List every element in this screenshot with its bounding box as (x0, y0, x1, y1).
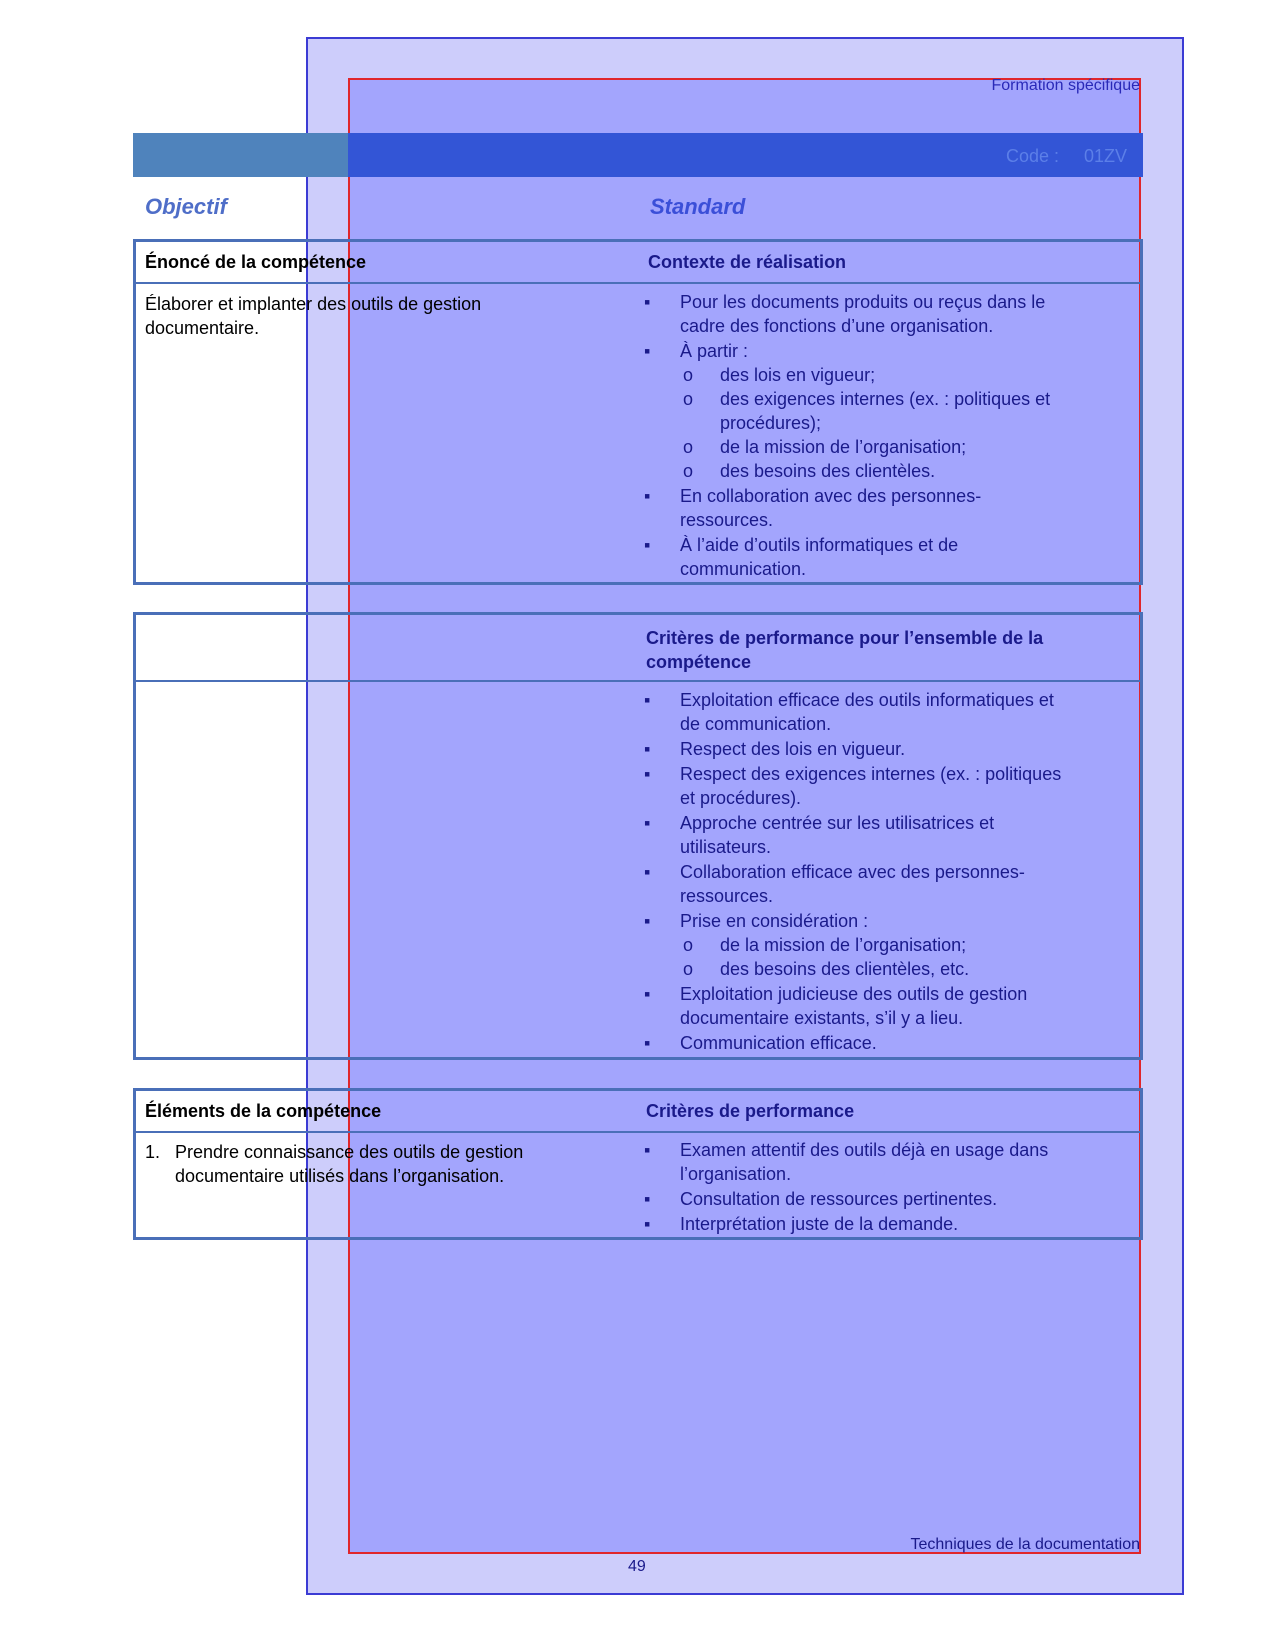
running-header: Formation spécifique (991, 77, 1140, 94)
criteria-subitem: o de la mission de l’organisation; (680, 933, 1124, 957)
criteria-item (644, 688, 1124, 736)
element-text (175, 1140, 523, 1188)
statement-line: Élaborer et implanter des outils de gestion (145, 294, 482, 314)
context-item (644, 533, 1114, 581)
contexte-header: Contexte de réalisation (648, 252, 847, 272)
item-line: ▪ Consultation de ressources pertinentes. (680, 1189, 998, 1209)
item-line: ▪ Prise en considération : (680, 911, 869, 931)
element-line: Prendre connaissance des outils de gestion (175, 1142, 524, 1162)
item-line: et procédures). (680, 788, 802, 808)
item-line: o de la mission de l’organisation; (720, 437, 967, 457)
item-line: documentaire existants, s’il y a lieu. (680, 1008, 964, 1028)
context-subitem (680, 363, 1114, 387)
footer-program-title: Techniques de la documentation (910, 1536, 1140, 1553)
context-subitem (680, 459, 1114, 483)
element-line: documentaire utilisés dans l’organisation. (175, 1166, 505, 1186)
criteria-item (644, 982, 1124, 1030)
item-line: de communication. (680, 714, 832, 734)
header-line: compétence (646, 652, 752, 672)
competence-statement (145, 292, 481, 340)
code-label: Code : (1006, 146, 1060, 166)
item-line: ▪ En collaboration avec des personnes- (680, 486, 982, 506)
item-line: ▪ Interprétation juste de la demande. (680, 1214, 959, 1234)
item-line: ressources. (680, 510, 774, 530)
item-line: ▪ Exploitation judicieuse des outils de gestion (680, 984, 1028, 1004)
item-line: ▪ Approche centrée sur les utilisatrices et (680, 813, 995, 833)
criteria-item (644, 860, 1124, 908)
item-line: o des exigences internes (ex. : politiques et (720, 389, 1051, 409)
performance-header: Critères de performance (646, 1101, 855, 1121)
item-line: ▪ Exploitation efficace des outils informatiques et (680, 690, 1054, 710)
competence-box-divider (133, 282, 1143, 284)
item-line: ▪ Examen attentif des outils déjà en usage dans (680, 1140, 1049, 1160)
item-line: l’organisation. (680, 1164, 792, 1184)
item-line: o des besoins des clientèles. (720, 461, 936, 481)
context-item (644, 339, 1114, 483)
statement-line: documentaire. (145, 318, 260, 338)
elements-header: Éléments de la compétence (145, 1101, 382, 1121)
item-line: communication. (680, 559, 807, 579)
criteria-subitem: o des besoins des clientèles, etc. (680, 957, 1124, 981)
element-criteria-list (644, 1138, 1114, 1237)
item-line: ▪ Respect des lois en vigueur. (680, 739, 906, 759)
criteria-item (644, 737, 1124, 761)
objectif-heading: Objectif (145, 194, 227, 219)
standard-heading: Standard (650, 194, 746, 219)
item-line: ressources. (680, 886, 774, 906)
item-line: ▪ À partir : (680, 341, 749, 361)
context-item (644, 290, 1114, 338)
header-banner-left (133, 133, 348, 177)
item-line: procédures); (720, 413, 822, 433)
context-item (644, 484, 1114, 532)
element-criteria-item (644, 1187, 1114, 1211)
criteria-item (644, 762, 1124, 810)
context-subitem (680, 435, 1114, 459)
context-list (644, 290, 1114, 582)
element-number: 1. (145, 1142, 161, 1162)
criteria-item (644, 811, 1124, 859)
global-criteria-header (646, 626, 1043, 674)
global-criteria-list (644, 688, 1124, 1056)
criteria-item (644, 1031, 1124, 1055)
header-line: Critères de performance pour l’ensemble de la (646, 628, 1044, 648)
global-criteria-divider (133, 680, 1143, 682)
item-line: ▪ À l’aide d’outils informatiques et de (680, 535, 959, 555)
context-subitem (680, 387, 1114, 435)
item-line: utilisateurs. (680, 837, 772, 857)
element-criteria-item (644, 1138, 1114, 1186)
criteria-sublist (680, 933, 1124, 981)
criteria-item (644, 909, 1124, 981)
enonce-header: Énoncé de la compétence (145, 252, 367, 272)
item-line: ▪ Respect des exigences internes (ex. : politiques (680, 764, 1062, 784)
code-value: 01ZV (1084, 146, 1128, 166)
item-line: ▪ Pour les documents produits ou reçus dans le (680, 292, 1046, 312)
page-number: 49 (628, 1558, 646, 1575)
item-line: ▪ Collaboration efficace avec des personnes- (680, 862, 1025, 882)
element-criteria-item (644, 1212, 1114, 1236)
elements-box-divider (133, 1131, 1143, 1133)
item-line: cadre des fonctions d’une organisation. (680, 316, 994, 336)
context-sublist (680, 363, 1114, 483)
item-line: ▪ Communication efficace. (680, 1033, 877, 1053)
item-line: o des lois en vigueur; (720, 365, 876, 385)
